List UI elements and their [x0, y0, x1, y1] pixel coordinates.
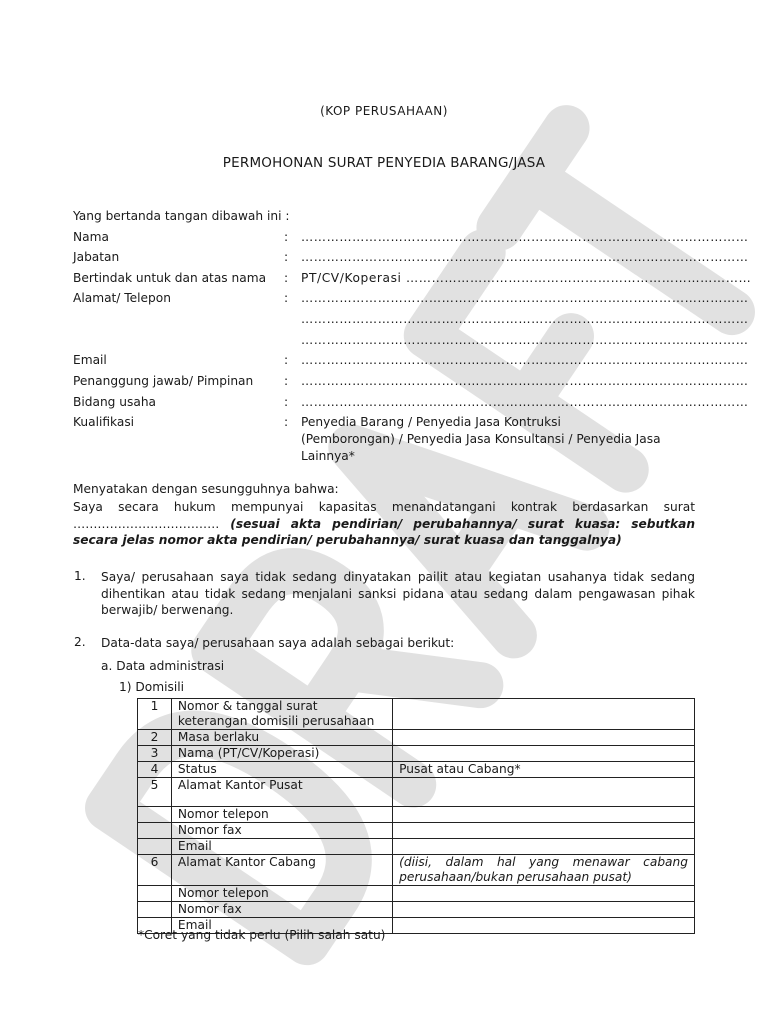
- row-value: [393, 746, 695, 762]
- row-value: Pusat atau Cabang*: [393, 762, 695, 778]
- row-item: Nomor fax: [171, 823, 392, 839]
- row-item-line1: Nomor & tanggal surat: [177, 699, 318, 713]
- table-row: [138, 886, 695, 902]
- alamat-value-line3: ……………………………………………………………………………………………: [301, 333, 749, 347]
- kualifikasi-value-line1: Penyedia Barang / Penyedia Jasa Kontruksi: [301, 415, 561, 429]
- row-item: Nomor telepon: [171, 807, 392, 823]
- row-number: 1: [138, 699, 172, 730]
- row-item: Alamat Kantor Cabang: [171, 855, 392, 886]
- jabatan-value: ……………………………………………………………………………………………: [301, 250, 749, 264]
- statement-text: Saya secara hukum mempunyai kapasitas menandatangani kontrak berdasarkan surat ………………………………: [73, 500, 695, 531]
- row-number: 4: [138, 762, 172, 778]
- email-value: ……………………………………………………………………………………………: [301, 353, 749, 367]
- table-row: [138, 699, 695, 730]
- jabatan-colon: :: [284, 250, 289, 264]
- nama-label: Nama: [73, 230, 109, 244]
- penanggung-value: ……………………………………………………………………………………………: [301, 374, 749, 388]
- penanggung-colon: :: [284, 374, 289, 388]
- point-2-text: Data-data saya/ perusahaan saya adalah sebagai berikut:: [101, 636, 455, 650]
- row-item: Email: [171, 918, 392, 934]
- table-row: [138, 746, 695, 762]
- sub-a-heading: a. Data administrasi: [101, 659, 225, 673]
- statement-lead: Menyatakan dengan sesungguhnya bahwa:: [73, 482, 339, 496]
- statement-paragraph: [73, 499, 695, 549]
- row-item: Alamat Kantor Pusat: [171, 778, 392, 807]
- row-item: Email: [171, 839, 392, 855]
- table-row: [138, 823, 695, 839]
- table-row: [138, 778, 695, 807]
- row-value: (diisi, dalam hal yang menawar cabang perusahaan/bukan perusahaan pusat): [393, 855, 695, 886]
- kualifikasi-label: Kualifikasi: [73, 415, 135, 429]
- table-row: [138, 762, 695, 778]
- row-number: 6: [138, 855, 172, 886]
- alamat-value-line1: ……………………………………………………………………………………………: [301, 291, 749, 305]
- nama-colon: :: [284, 230, 289, 244]
- jabatan-label: Jabatan: [73, 250, 120, 264]
- row-item: Nama (PT/CV/Koperasi): [171, 746, 392, 762]
- nama-value: ……………………………………………………………………………………………: [301, 230, 749, 244]
- row-number: 5: [138, 778, 172, 807]
- row-item: Status: [171, 762, 392, 778]
- domisili-table: [137, 698, 695, 934]
- point-1-text: Saya/ perusahaan saya tidak sedang dinyatakan pailit atau kegiatan usahanya tidak sedang dihentikan atau tidak sedang menjalani sanksi pidana atau sedang dalam pengawasan pihak berwajib/ berwenang.: [101, 570, 695, 617]
- table-row: [138, 839, 695, 855]
- kualifikasi-value-line3: Lainnya*: [301, 449, 355, 463]
- statement-bold-italic: (sesuai akta pendirian/ perubahannya/ surat kuasa: sebutkan secara jelas nomor akta pendirian/ perubahannya/ surat kuasa dan tanggalnya): [73, 516, 695, 547]
- sub-1-heading: 1) Domisili: [119, 680, 184, 694]
- kualifikasi-colon: :: [284, 415, 289, 429]
- row-value: [393, 778, 695, 807]
- row-number: 2: [138, 730, 172, 746]
- bertindak-value: PT/CV/Koperasi ………………………………………………………………………: [301, 271, 752, 285]
- point-1-number: 1.: [74, 569, 86, 583]
- row-value: [393, 730, 695, 746]
- table-row: [138, 902, 695, 918]
- table-row: [138, 855, 695, 886]
- kualifikasi-value-line2: (Pemborongan) / Penyedia Jasa Konsultansi / Penyedia Jasa: [301, 432, 661, 446]
- row-number: 3: [138, 746, 172, 762]
- row-value: [393, 699, 695, 730]
- footnote: *Coret yang tidak perlu (Pilih salah satu): [138, 928, 386, 942]
- bidang-colon: :: [284, 395, 289, 409]
- row-item: Nomor telepon: [171, 886, 392, 902]
- row-item: [171, 699, 392, 730]
- alamat-colon: :: [284, 291, 289, 305]
- bertindak-label: Bertindak untuk dan atas nama: [73, 271, 267, 285]
- intro-text: Yang bertanda tangan dibawah ini :: [73, 209, 290, 223]
- alamat-value-line2: ……………………………………………………………………………………………: [301, 312, 749, 326]
- penanggung-label: Penanggung jawab/ Pimpinan: [73, 374, 254, 388]
- bertindak-colon: :: [284, 271, 289, 285]
- table-row: [138, 730, 695, 746]
- table-row: [138, 807, 695, 823]
- alamat-label: Alamat/ Telepon: [73, 291, 171, 305]
- email-colon: :: [284, 353, 289, 367]
- row-item-line2: keterangan domisili perusahaan: [177, 714, 375, 728]
- row-item: Nomor fax: [171, 902, 392, 918]
- bidang-value: ……………………………………………………………………………………………: [301, 395, 749, 409]
- point-2-number: 2.: [74, 635, 86, 649]
- bidang-label: Bidang usaha: [73, 395, 157, 409]
- kop-perusahaan: (KOP PERUSAHAAN): [320, 104, 448, 118]
- row-item: Masa berlaku: [171, 730, 392, 746]
- email-label: Email: [73, 353, 107, 367]
- document-title: PERMOHONAN SURAT PENYEDIA BARANG/JASA: [222, 155, 546, 171]
